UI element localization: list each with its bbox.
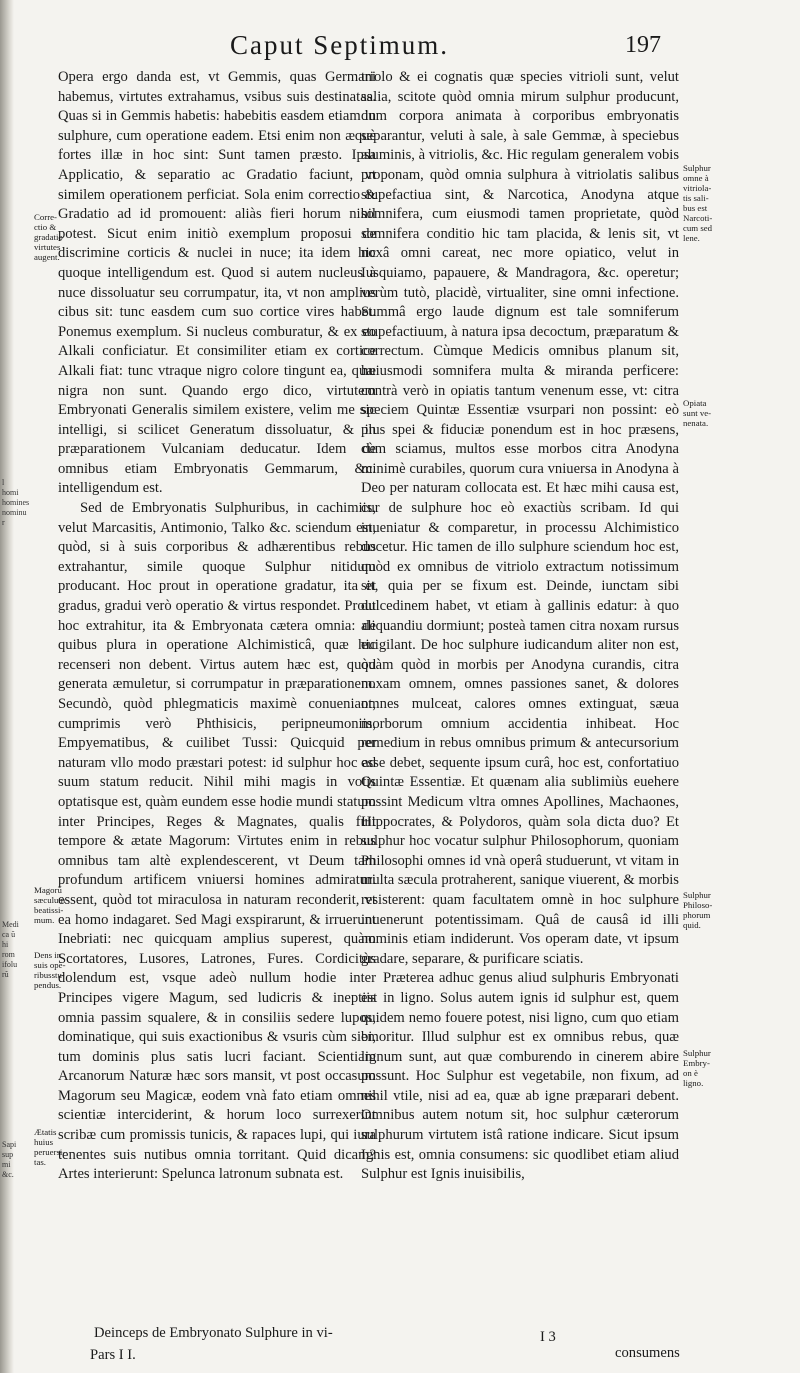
paragraph: Sed de Embryonatis Sulphuribus, in cachimiis, velut Marcasitis, Antimonio, Talko &c. sciendum est, quòd, si à suis corporibus & adhærentibus rebus extrahantur, simile quoque Sulphur nitidum producant. Hoc prout in operatione gradatur, ita et gradus, gradui verò operatio & virtus respondet. Prout hoc extrahitur, ita & Embryonata cætera omnia: de quibus plura in operatione Alchimisticâ, quæ hic recenseri non debent. Virtus autem hæc est, quòd generata æmuletur, si corrumpatur in præparationem. Secundò, quòd phlegmaticis maximè conueniant, cumprimis verò Phthisicis, peripneumoniis, Empyematibus, & cuilibet Tussi: Quicquid per naturam vllo modo præstari potest: id sulphur hoc ad suum statum reducit. Nihil mihi magis in votis optatisque est, quàm eundem esse hodie mundi statum inter Principes, Reges & Magnates, qualis fuit tempore & ætate Magorum: Virtutes enim in rebus omnibus tam altè explendescerent, vt Deum tam profundum artificem vniuersi homines admiraturi essent, quòd tot miraculosa in naturam reconderit, vt ea homo indagaret. Sed Magi exspirarunt, & irruerunt Inebriati: nec quicquam amplius superest, quàm Scortatores, Lusores, Latrones, Fures. Cordicitùs dolendum est, vsque adeò nullum hodie inter Principes vigere Magum, sed ludicris & ineptiis omnia passim squalere, & in consiliis sedere lupos, dominatique, qui suis exactionibus & vsuris cùm sibi, tum dominis plus satis lucri faciant. Scientiam Arcanorum Naturæ hæc sors mansit, vt post occasum Magorum seu Magicæ, eodem vnà fato etiam omnes scientiæ interciderint, & horum loco surrexerint scribæ cum promissis tunicis, & rapaces lupi, qui iura tenentes suis nutibus omnia torritant. Quid dicam? Artes interierunt: Spelunca latronum subnata est. — [58, 500, 376, 1183]
signature-mark: I 3 — [540, 1329, 556, 1345]
margin-note-right: Sulphur omne à vitriola- tis sali- bus est Narcoti- cum sed lene. — [683, 163, 713, 243]
edge-fragment: Medi ca ũ hi rom ifolu rũ — [2, 920, 19, 979]
running-header — [0, 28, 800, 68]
margin-note-left: Ætatis huius peruersi- tas. — [34, 1127, 66, 1167]
margin-note-left: Magorũ sæculum beatissi- mum. — [34, 885, 66, 925]
margin-note-left: Corre- ctio & gradatio virtutes augent. — [34, 212, 63, 262]
paragraph: triolo & ei cognatis quæ species vitrioli sunt, velut salia, scitote quòd omnia mirum sulphur producunt, dum corpora animata à corporibus embryonatis separantur, veluti à sale, à sale Gemmæ, à speciebus aluminis, à vitriolis, &c. Hic regulam generalem vobis proponam, quòd omnia sulphura à vitriolatis salibus stupefactiua sint, & Narcotica, Anodyna atque somnifera, cum eiusmodi tamen proprietate, quòd somnifera conditio hic tam placida, & lenis sit, vt noxâ omni careat, nec more opiatico, velut in Iusquiamo, papauere, & Mandragora, &c. operetur; verùm tutò, placidè, virtualiter, sine omni infectione. Summâ ergo laude dignum est tale somniferum stupefactiuum, à natura ipsa decoctum, præparatum & correctum. Cùmque Medicis omnibus planum sit, huiusmodi somnifera multa & miranda perficere: contrà verò in opiatis tantum venenum esse, vt: citra speciem Quintæ Essentiæ vsurpari non possint: eò plus spei & fiduciæ ponendum est in hoc præsens, cùm sciamus, multos esse morbos citra Anodyna minimè curabiles, quorum cura vniuersa in Anodyna à Deo per naturam collocata est. Et hæc mihi causa est, cur de sulphure hoc eò exactiùs scribam. Id qui inueniatur & comparetur, in processu Alchimistico docetur. Hic tamen de illo sulphure sciendum hoc est, quòd ex omnibus de vitriolo extractum notissimum sit, quia per se fixum est. Deinde, iunctam sibi dulcedinem habet, vt etiam à gallinis edatur: à quo aliquandiu dormiunt; posteà tamen citra noxam rursus euigilant. De hoc sulphure iudicandum aliter non est, quàm quòd in morbis per Anodyna curandis, citra noxam omnem, omnes passiones sanet, & dolores omnes mulceat, calores omnes extinguat, sæua morborum omnium accidentia inhibeat. Hoc remedium in rebus omnibus primum & antecursorium esse debet, sequente ipsum curâ, hoc est, confortatiuo Quintæ Essentiæ. Et quænam alia sublimiùs euehere possint Medicum vltra omnes Apollines, Machaones, Hippocrates, & Polydoros, quàm sola dicta duo? Et sulphur hoc vocatur sulphur Philosophorum, quoniam Philosophi omnes id vnà operâ studuerunt, vt vitam in multa sæcula protraherent, sanique viuerent, & morbis resisterent: quam facultatem omnè in hoc sulphure inuenerunt potentissimam. Quâ de causâ id illi nominis etiam indiderunt. Vos operam date, vt ipsum gradare, separare, & purificare sciatis. — [361, 69, 679, 967]
catchword: consumens — [615, 1345, 680, 1361]
part-label: Pars I I. — [90, 1347, 136, 1363]
paragraph: Præterea adhuc genus aliud sulphuris Embryonati est in ligno. Solus autem ignis id sulphur est, quem quidem nemo fouere potest, nisi ligno, cum quo etiam emoritur. Illud sulphur est ex omnibus rebus, quæ lignum sunt, aut quæ comburendo in cinerem abire possunt. Hoc Sulphur est vegetabile, non fixum, ad nihil vtile, nisi ad ea, quæ ab igne præparari debent. Omnibus autem notum sit, hoc sulphur cæterorum sulphurum virtutem istâ ratione indicare. Sicut ipsum Ignis est, omnia consumens: sic quodlibet etiam aliud Sulphur est Ignis inuisibilis, — [361, 970, 679, 1183]
right-text-column — [361, 68, 679, 1318]
margin-note-left: Dens in suis ope- ribusstu- pendus. — [34, 950, 66, 990]
page-number: 197 — [625, 32, 661, 58]
edge-fragment: Sapi sup mi &c. — [2, 1140, 17, 1179]
left-text-column — [58, 68, 376, 1318]
margin-note-right: Sulphur Philoso- phorum quid. — [683, 890, 713, 930]
page-footer — [0, 1317, 800, 1373]
catchline: Deinceps de Embryonato Sulphure in vi- — [94, 1325, 333, 1341]
edge-fragment: l homi homines nominu r — [2, 478, 30, 527]
margin-note-right: Opiata sunt ve- nenata. — [683, 398, 712, 428]
paragraph: Opera ergo danda est, vt Gemmis, quas Germani habemus, virtutes extrahamus, vsibus suis destinatas. Quas si in Gemmis habetis: habebitis easdem etiam in sulphure, cum operatione eadem. Etsi enim non æquè fortes illæ in hoc sint: Sunt tamen præsto. Ipsa Applicatio, & separatio ac Gradatio faciunt, vt similem operationem perficiat. Sola enim correctio & Gradatio ad id promouent: aliàs fieri horum nihil potest. Sicut enim initiò exemplum proposui de discrimine corticis & nuclei in nuce; ita idem hic quoque intelligendum est. Quod si autem nucleus à nuce dissoluatur seu corrumpatur, ita, vt non amplius cibus sit: tunc easdem cum suo cortice vires habet. Ponemus exemplum. Si nucleus comburatur, & ex eo Alkali conficiatur. Et consimiliter etiam ex cortice Alkali fiat: tunc vtraque nigro colore tingunt ea, quæ nigra non sunt. Quando ergo dico, virtutem Embryonati Generalis similem existere, velim me sic intelligi, si scilicet Generatum dissoluatur, & in præparationem Vulcaniam deducatur. Idem de omnibus etiam Embryonatis Gemmarum, &c. intelligendum est. — [58, 69, 376, 497]
chapter-title: Caput Septimum. — [230, 30, 449, 60]
margin-note-right: Sulphur Embry- on è ligno. — [683, 1048, 711, 1088]
